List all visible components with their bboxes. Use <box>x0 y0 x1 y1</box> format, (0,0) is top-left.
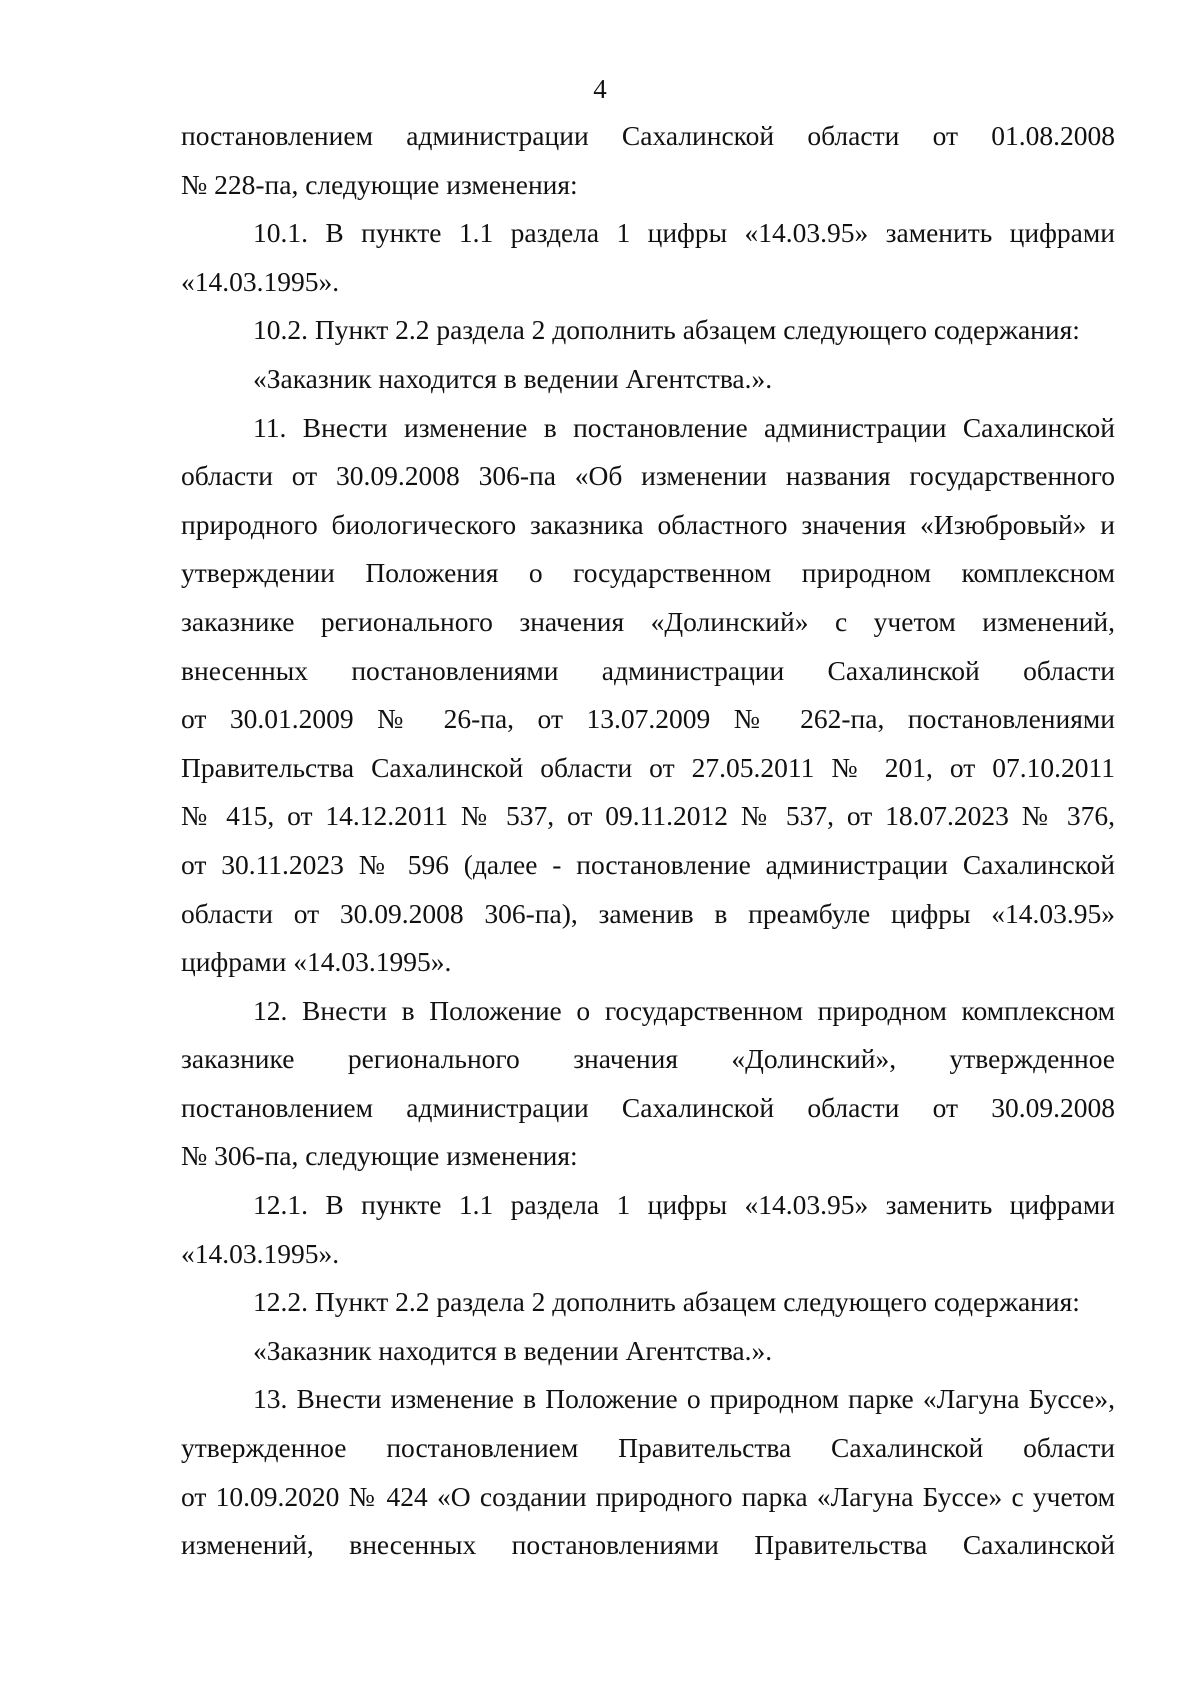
text-line: от 30.11.2023 № 596 (далее - постановление администрации Сахалинской <box>181 848 1115 880</box>
text-line: Правительства Сахалинской области от 27.05.2011 № 201, от 07.10.2011 <box>181 751 1115 783</box>
text-line: природного биологического заказника областного значения «Изюбровый» и <box>181 508 1115 540</box>
text-line: 10.2. Пункт 2.2 раздела 2 дополнить абзацем следующего содержания: <box>253 314 1080 346</box>
text-line: внесенных постановлениями администрации Сахалинской области <box>181 654 1115 686</box>
text-line: заказнике регионального значения «Долинский», утвержденное <box>181 1043 1115 1075</box>
text-line: от 10.09.2020 № 424 «О создании природного парка «Лагуна Буссе» с учетом <box>181 1480 1115 1512</box>
text-line: от 30.01.2009 № 26-па, от 13.07.2009 № 262-па, постановлениями <box>181 703 1115 735</box>
text-line: «Заказник находится в ведении Агентства.». <box>253 362 773 394</box>
text-line: области от 30.09.2008 306-па «Об изменении названия государственного <box>181 460 1115 492</box>
text-line: № 228-па, следующие изменения: <box>181 168 578 200</box>
text-line: № 415, от 14.12.2011 № 537, от 09.11.2012 № 537, от 18.07.2023 № 376, <box>181 800 1115 832</box>
page-number: 4 <box>593 74 607 104</box>
text-line: 12. Внести в Положение о государственном природном комплексном <box>253 994 1115 1026</box>
text-line: 12.2. Пункт 2.2 раздела 2 дополнить абзацем следующего содержания: <box>253 1286 1080 1318</box>
text-line: «14.03.1995». <box>181 265 340 297</box>
text-line: области от 30.09.2008 306-па), заменив в преамбуле цифры «14.03.95» <box>181 897 1115 929</box>
text-line: изменений, внесенных постановлениями Правительства Сахалинской <box>181 1529 1115 1561</box>
text-line: 11. Внести изменение в постановление администрации Сахалинской <box>253 411 1115 443</box>
text-line: постановлением администрации Сахалинской области от 01.08.2008 <box>181 120 1115 151</box>
text-line: утвержденное постановлением Правительства Сахалинской области <box>181 1432 1115 1464</box>
text-line: постановлением администрации Сахалинской области от 30.09.2008 <box>181 1091 1115 1123</box>
document-body <box>181 112 1115 1570</box>
text-line: № 306-па, следующие изменения: <box>181 1140 578 1172</box>
text-line: заказнике регионального значения «Долинский» с учетом изменений, <box>181 605 1115 637</box>
text-line: «Заказник находится в ведении Агентства.». <box>253 1334 773 1366</box>
text-line: «14.03.1995». <box>181 1237 340 1269</box>
text-line: 10.1. В пункте 1.1 раздела 1 цифры «14.03.95» заменить цифрами <box>253 217 1115 249</box>
text-line: 12.1. В пункте 1.1 раздела 1 цифры «14.03.95» заменить цифрами <box>253 1189 1115 1221</box>
text-line: 13. Внести изменение в Положение о природном парке «Лагуна Буссе», <box>253 1383 1115 1415</box>
text-line: цифрами «14.03.1995». <box>181 946 452 978</box>
text-line: утверждении Положения о государственном природном комплексном <box>181 557 1115 589</box>
